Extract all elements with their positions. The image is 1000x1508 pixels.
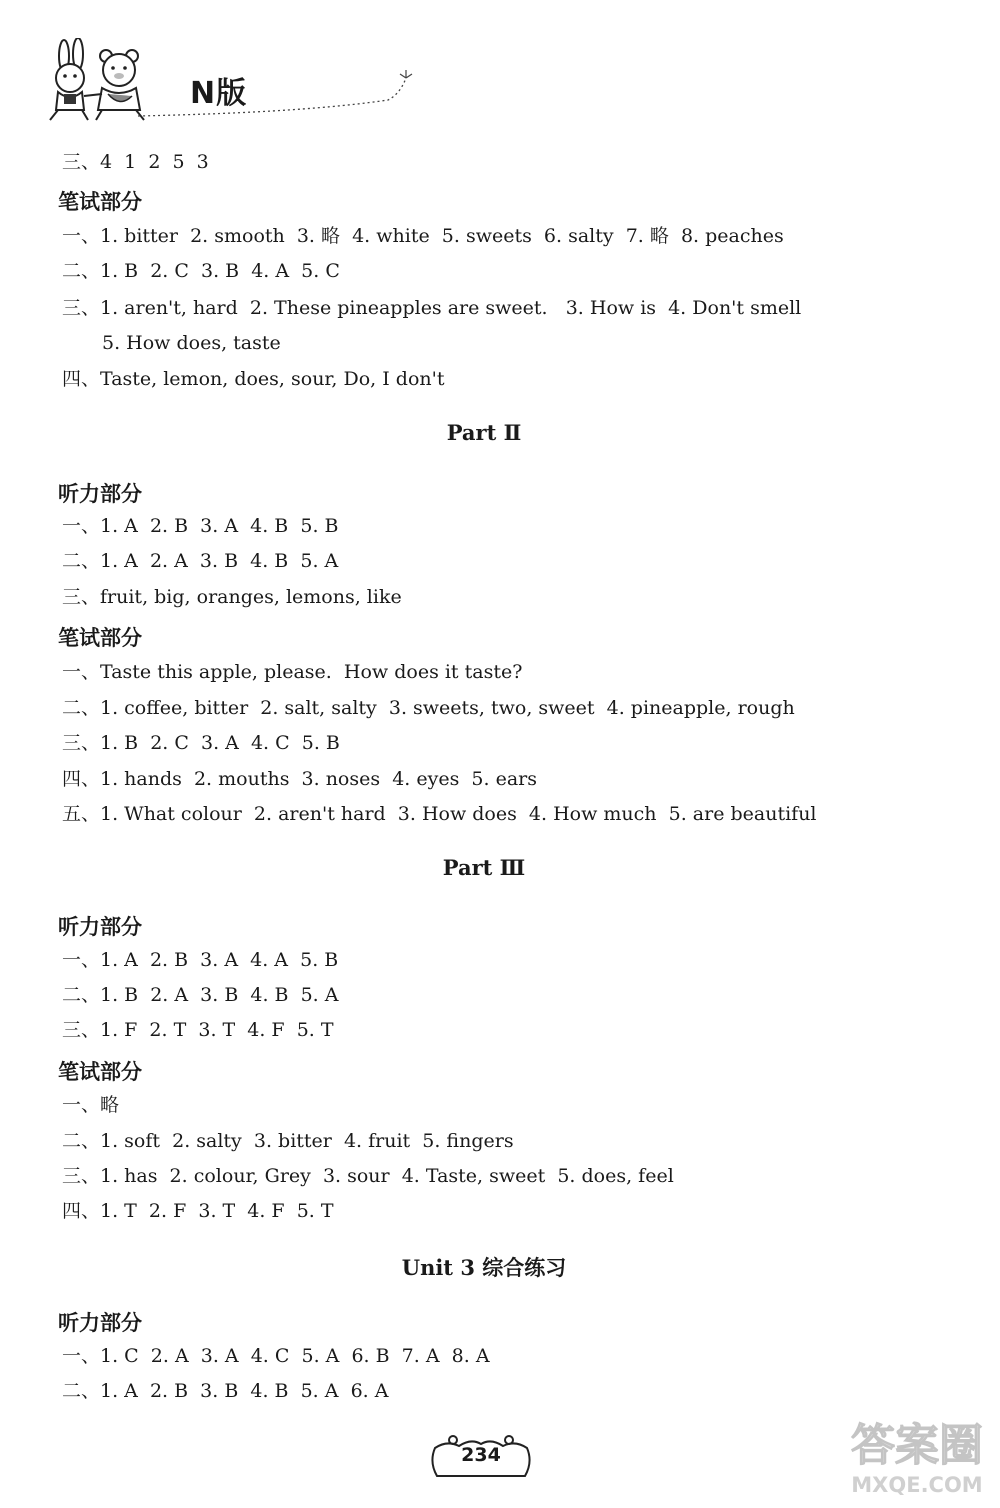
answer-line: 二、1. B 2. A 3. B 4. B 5. A	[62, 984, 339, 1006]
section-heading: 听力部分	[58, 482, 142, 506]
section-heading: 笔试部分	[58, 626, 142, 650]
answer-line: 四、Taste, lemon, does, sour, Do, I don't	[62, 368, 445, 390]
answer-line: 一、1. A 2. B 3. A 4. B 5. B	[62, 515, 339, 537]
watermark-logo-icon	[842, 1408, 992, 1503]
answer-line: 一、1. C 2. A 3. A 4. C 5. A 6. B 7. A 8. A	[62, 1345, 490, 1367]
answer-line: 一、Taste this apple, please. How does it taste?	[62, 661, 523, 683]
answer-line: 5. How does, taste	[102, 332, 281, 354]
answer-line: 一、1. bitter 2. smooth 3. 略 4. white 5. sweets 6. salty 7. 略 8. peaches	[62, 225, 784, 247]
page-number: 234	[461, 1444, 501, 1466]
part-heading: Part Ⅱ	[446, 420, 522, 445]
answer-line: 二、1. A 2. B 3. B 4. B 5. A 6. A	[62, 1380, 389, 1402]
answer-line: 一、略	[62, 1094, 120, 1116]
part-heading: Part Ⅲ	[442, 855, 526, 880]
answer-line: 四、1. T 2. F 3. T 4. F 5. T	[62, 1200, 334, 1222]
section-heading: 笔试部分	[58, 190, 142, 214]
answer-line: 四、1. hands 2. mouths 3. noses 4. eyes 5. ears	[62, 768, 537, 790]
brand-label: N版	[190, 76, 248, 111]
unit-heading: Unit 3 综合练习	[401, 1255, 567, 1280]
page-number-badge	[425, 1432, 537, 1480]
answer-line: 三、1. B 2. C 3. A 4. C 5. B	[62, 732, 340, 754]
answer-line: 三、1. aren't, hard 2. These pineapples are sweet. 3. How is 4. Don't smell	[62, 297, 802, 319]
answer-line: 二、1. B 2. C 3. B 4. A 5. C	[62, 260, 340, 282]
answer-line: 二、1. coffee, bitter 2. salt, salty 3. sweets, two, sweet 4. pineapple, rough	[62, 697, 795, 719]
section-heading: 听力部分	[58, 915, 142, 939]
section-heading: 听力部分	[58, 1311, 142, 1335]
answer-line: 一、1. A 2. B 3. A 4. A 5. B	[62, 949, 339, 971]
section-heading: 笔试部分	[58, 1060, 142, 1084]
answer-line: 三、1. has 2. colour, Grey 3. sour 4. Taste, sweet 5. does, feel	[62, 1165, 674, 1187]
answer-line: 三、4 1 2 5 3	[62, 151, 209, 173]
answer-line: 二、1. soft 2. salty 3. bitter 4. fruit 5. fingers	[62, 1130, 514, 1152]
answer-line: 五、1. What colour 2. aren't hard 3. How does 4. How much 5. are beautiful	[62, 803, 817, 825]
watermark-text: 答案圈	[851, 1420, 983, 1471]
watermark-domain: MXQE.COM	[851, 1473, 983, 1497]
watermark-logo	[842, 1408, 992, 1503]
answer-line: 三、fruit, big, oranges, lemons, like	[62, 586, 402, 608]
answer-line: 三、1. F 2. T 3. T 4. F 5. T	[62, 1019, 334, 1041]
answer-line: 二、1. A 2. A 3. B 4. B 5. A	[62, 550, 339, 572]
